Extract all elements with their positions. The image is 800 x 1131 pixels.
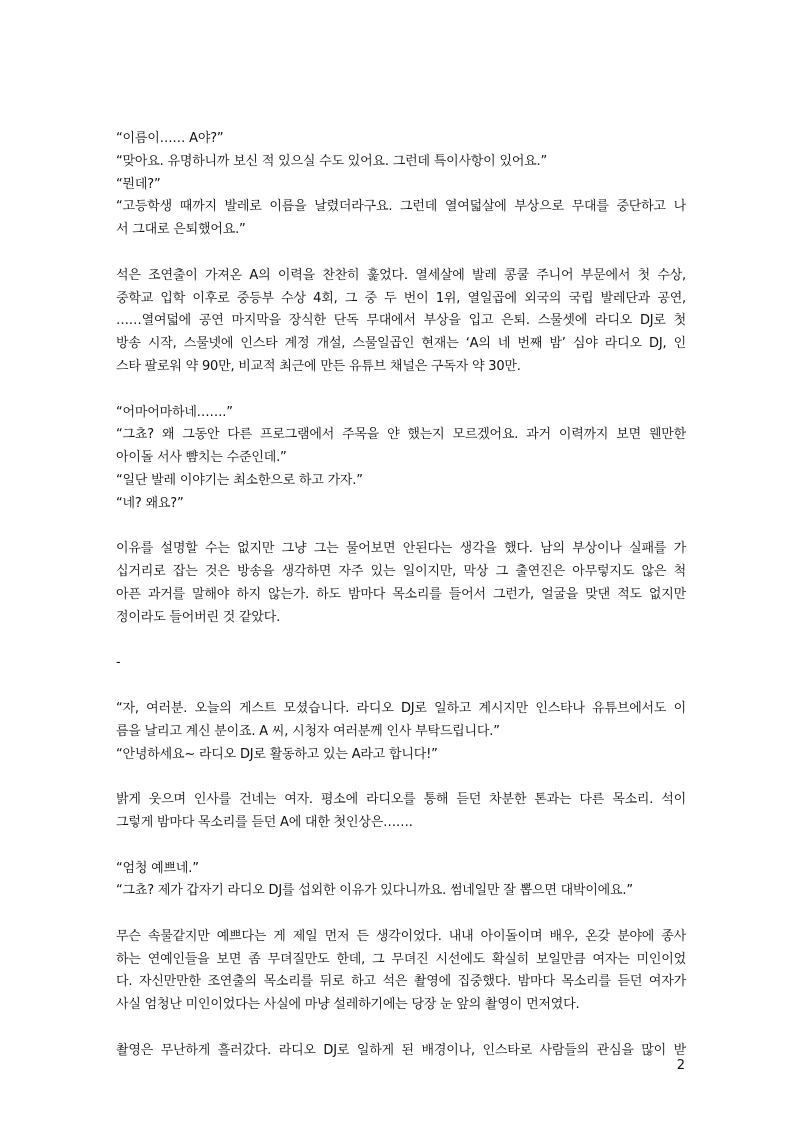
blank-line <box>116 766 686 789</box>
text-line: ……열여덟에 공연 마지막을 장식한 단독 무대에서 부상을 입고 은퇴. 스물셋에 라디오 DJ로 첫 <box>116 313 686 329</box>
text-line: 석은 조연출이 가져온 A의 이력을 찬찬히 훑었다. 열세살에 발레 콩쿨 주니어 부문에서 첫 수상, <box>116 267 686 283</box>
blank-line <box>116 835 686 858</box>
section-divider: - <box>116 655 121 671</box>
blank-line <box>116 1017 686 1040</box>
text-line: “안녕하세요~ 라디오 DJ로 활동하고 있는 A라고 합니다!” <box>116 746 438 762</box>
text-line: “엄청 예쁘네.” <box>116 860 199 876</box>
text-line: 름을 날리고 계신 분이죠. A 씨, 시청자 여러분께 인사 부탁드립니다.” <box>116 723 500 739</box>
text-line: 촬영은 무난하게 흘러갔다. 라디오 DJ로 일하게 된 배경이나, 인스타로 사람들의 관심을 많이 받 <box>116 1042 686 1058</box>
text-line: 아이돌 서사 뺨치는 수준인데.” <box>116 450 287 466</box>
text-line: 다. 자신만만한 조연출의 목소리를 뒤로 하고 석은 촬영에 집중했다. 밤마다 목소리를 듣던 여자가 <box>116 974 686 990</box>
blank-line <box>116 242 686 265</box>
text-line: 무슨 속물같지만 예쁘다는 게 제일 먼저 든 생각이었다. 내내 아이돌이며 배우, 온갖 분야에 종사 <box>116 928 686 944</box>
body-text <box>116 128 686 1063</box>
page-number: 2 <box>676 1058 685 1073</box>
text-line: 아픈 과거를 말해야 하지 않는가. 하도 밤마다 목소리를 들어서 그런가, 얼굴을 맞댄 적도 없지만 <box>116 586 686 602</box>
text-line: “고등학생 때까지 발레로 이름을 날렸더라구요. 그런데 열여덟살에 부상으로 무대를 중단하고 나 <box>116 199 686 215</box>
text-line: 그렇게 밤마다 목소리를 듣던 A에 대한 첫인상은……. <box>116 814 413 830</box>
text-line: 사실 엄청난 미인이었다는 사실에 마냥 설레하기에는 당장 눈 앞의 촬영이 먼저였다. <box>116 997 580 1013</box>
blank-line <box>116 903 686 926</box>
text-line: 밝게 웃으며 인사를 건네는 여자. 평소에 라디오를 통해 듣던 차분한 톤과는 다른 목소리. 석이 <box>116 792 686 808</box>
blank-line <box>116 675 686 698</box>
blank-line <box>116 379 686 402</box>
text-line: “어마어마하네…….” <box>116 404 233 420</box>
text-line: “맞아요. 유명하니까 보신 적 있으실 수도 있어요. 그런데 특이사항이 있어요.” <box>116 153 547 169</box>
text-line: 십거리로 잡는 것은 방송을 생각하면 자주 있는 일이지만, 막상 그 출연진은 아무렇지도 않은 척 <box>116 564 686 580</box>
text-line: 서 그대로 은퇴했어요.” <box>116 222 246 238</box>
blank-line <box>116 630 686 653</box>
text-line: 정이라도 들어버린 것 같았다. <box>116 609 281 625</box>
text-line: “이름이…… A야?” <box>116 131 224 146</box>
text-line: 하는 연예인들을 보면 좀 무뎌질만도 한데, 그 무뎌진 시선에도 확실히 보일만큼 여자는 미인이었 <box>116 951 686 967</box>
text-line: 중학교 입학 이후로 중등부 수상 4회, 그 중 두 번이 1위, 열일곱에 외국의 국립 발레단과 공연, <box>116 290 686 306</box>
text-line: 스타 팔로워 약 90만, 비교적 최근에 만든 유튜브 채널은 구독자 약 30만. <box>116 358 521 374</box>
text-line: “뭔데?” <box>116 176 161 192</box>
text-line: “자, 여러분. 오늘의 게스트 모셨습니다. 라디오 DJ로 일하고 계시지만 인스타나 유튜브에서도 이 <box>116 700 686 716</box>
blank-line <box>116 516 686 539</box>
text-line: “일단 발레 이야기는 최소한으로 하고 가자.” <box>116 472 363 488</box>
text-line: 방송 시작, 스물넷에 인스타 계정 개설, 스물일곱인 현재는 ‘A의 네 번째 밤’ 심야 라디오 DJ, 인 <box>116 336 686 352</box>
text-line: “그쵸? 왜 그동안 다른 프로그램에서 주목을 얀 했는지 모르겠어요. 과거 이력까지 보면 웬만한 <box>116 427 686 443</box>
text-line: 이유를 설명할 수는 없지만 그냥 그는 물어보면 안된다는 생각을 했다. 남의 부상이나 실패를 가 <box>116 541 686 557</box>
text-line: “그쵸? 제가 갑자기 라디오 DJ를 섭외한 이유가 있다니까요. 썸네일만 잘 뽑으면 대박이에요.” <box>116 883 633 899</box>
text-line: “네? 왜요?” <box>116 495 184 511</box>
